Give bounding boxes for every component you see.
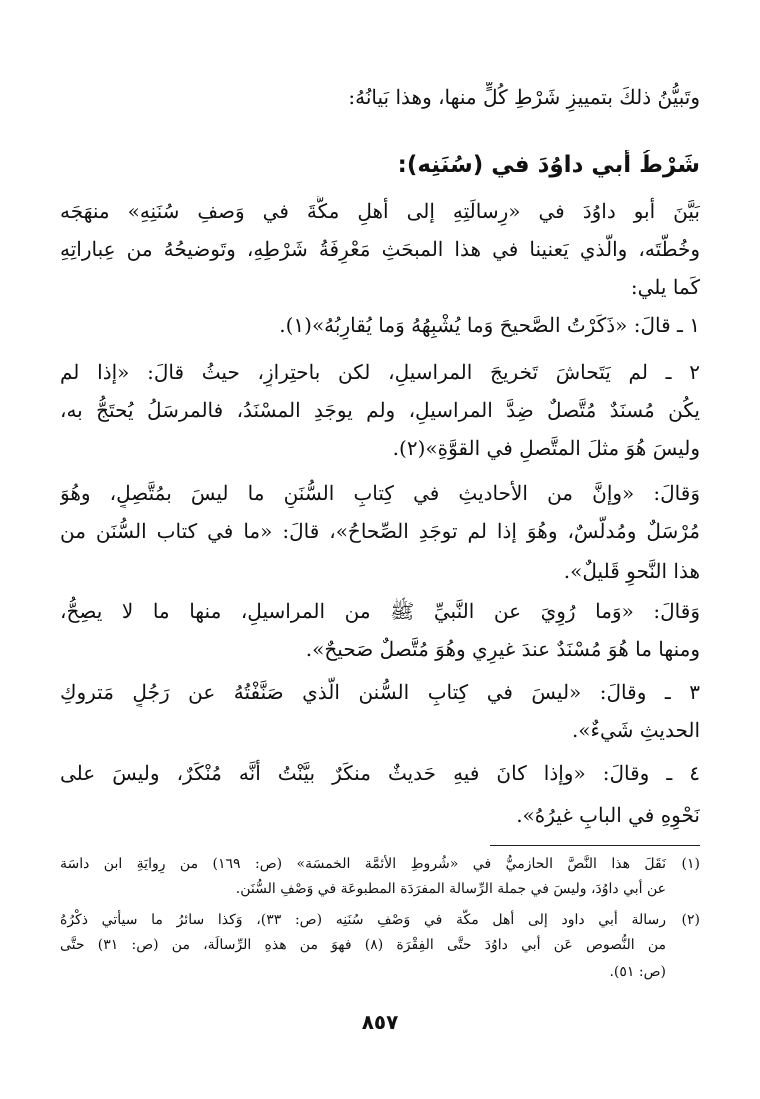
footnote-separator: [490, 845, 700, 846]
paragraph-line: وخُطَّتَه، والَّذي يَعنينا في هذا المبحَثِ مَعْرِفَةُ شَرْطِهِ، وتَوضيحُهُ من عِباراتِهِ: [60, 237, 700, 261]
list-item-2-line: يكُن مُسنَدٌ مُتَّصلٌ ضِدَّ المراسيلِ، ولم يوجَدِ المسْنَدُ، فالمرسَلُ يُحتَجُّ به،: [60, 398, 700, 422]
footnote-1-text: نَقَلَ هذا النَّصَّ الحازميُّ في «شُروطِ الأئمَّة الخمسَة» (ص: ١٦٩) من رِوايَةِ ابن داسَة: [60, 856, 666, 872]
paragraph-line: هذا النَّحوِ قَليلٌ».: [563, 559, 700, 583]
footnote-2-number: (٢): [681, 912, 700, 928]
footnote-2-text: رسالة أبي داود إلى أهل مكَّة في وَصْفِ سُنَنِه (ص: ٣٣)، وَكذا سائرُ ما سيأتي ذكْرُهُ: [60, 912, 666, 928]
list-item-3-line: ٣ ـ وقالَ: «ليسَ في كِتابِ السُّنن الَّذي صَنَّفْتُهُ عن رَجُلٍ مَتروكِ: [60, 680, 700, 704]
footnote-1-line: عن أبي داوُدَ، وليسَ في جملة الرِّسالة المفرَدَة المطبوعَة في وَصْفِ السُّنَن.: [235, 881, 666, 897]
paragraph-line: ومنها ما هُوَ مُسْنَدٌ عندَ غيرِي وهُوَ مُتَّصلٌ صَحيحٌ».: [305, 637, 700, 661]
paragraph-line: كَما يلي:: [630, 275, 700, 299]
section-heading: شَرْطُ أبي داوُدَ في (سُنَنِه):: [397, 152, 700, 178]
list-item-3-line: الحديثِ شَيءٌ».: [571, 718, 700, 742]
list-item-2-line: وليسَ هُوَ مثلَ المتَّصلِ في القوَّةِ»(٢).: [392, 436, 700, 460]
list-item-2-line: ٢ ـ لم يَتَحاشَ تَخريجَ المراسيلِ، لكن باحتِرازٍ، حيثُ قالَ: «إذا لم: [60, 360, 700, 384]
paragraph-line: وَقالَ: «وَما رُوِيَ عن النَّبيِّ ﷺ من المراسيلِ، منها ما لا يصِحُّ،: [60, 599, 700, 623]
footnote-2-line: [60, 909, 700, 932]
list-item-4-line: نَحْوِهِ في البابِ غيرُهُ».: [516, 803, 700, 827]
footnote-1-number: (١): [681, 856, 700, 872]
page-number: ٨٥٧: [361, 1010, 399, 1034]
footnote-2-line: (ص: ٥١).: [609, 964, 666, 980]
paragraph-line: بَيَّنَ أبو داوُدَ في «رِسالَتِهِ إلى أهلِ مكَّةَ في وَصفِ سُنَنِهِ» منهَجَه: [60, 199, 700, 223]
paragraph-line: مُرْسَلٌ ومُدلَّسٌ، وهُوَ إذا لم توجَدِ الصِّحاحُ»، قالَ: «ما في كتاب السُّنَن من: [60, 519, 700, 543]
footnote-1-line: [60, 853, 700, 876]
list-item-1: ١ ـ قالَ: «ذَكَرْتُ الصَّحيحَ وَما يُشْبِهُهُ وَما يُقارِبُهُ»(١).: [279, 313, 700, 337]
paragraph-line: وَقالَ: «وإنَّ من الأحاديثِ في كِتابِ السُّنَنِ ما ليسَ بمُتَّصِلٍ، وهُوَ: [60, 481, 700, 505]
intro-line: وتَبيُّنُ ذلكَ بتمييزِ شَرْطِ كُلٍّ منها، وهذا بَيانُهُ:: [348, 85, 700, 109]
footnote-2-line: من النُّصوص عَن أبي داوُدَ حتَّى الفِقْرَة (٨) فهوَ من هذهِ الرِّسالَة، من (ص: ٣١) حتَّى: [60, 937, 666, 953]
list-item-4-line: ٤ ـ وقالَ: «وإذا كانَ فيهِ حَديثٌ منكَرٌ بيَّنْتُ أنَّه مُنْكَرٌ، وليسَ على: [60, 761, 700, 785]
